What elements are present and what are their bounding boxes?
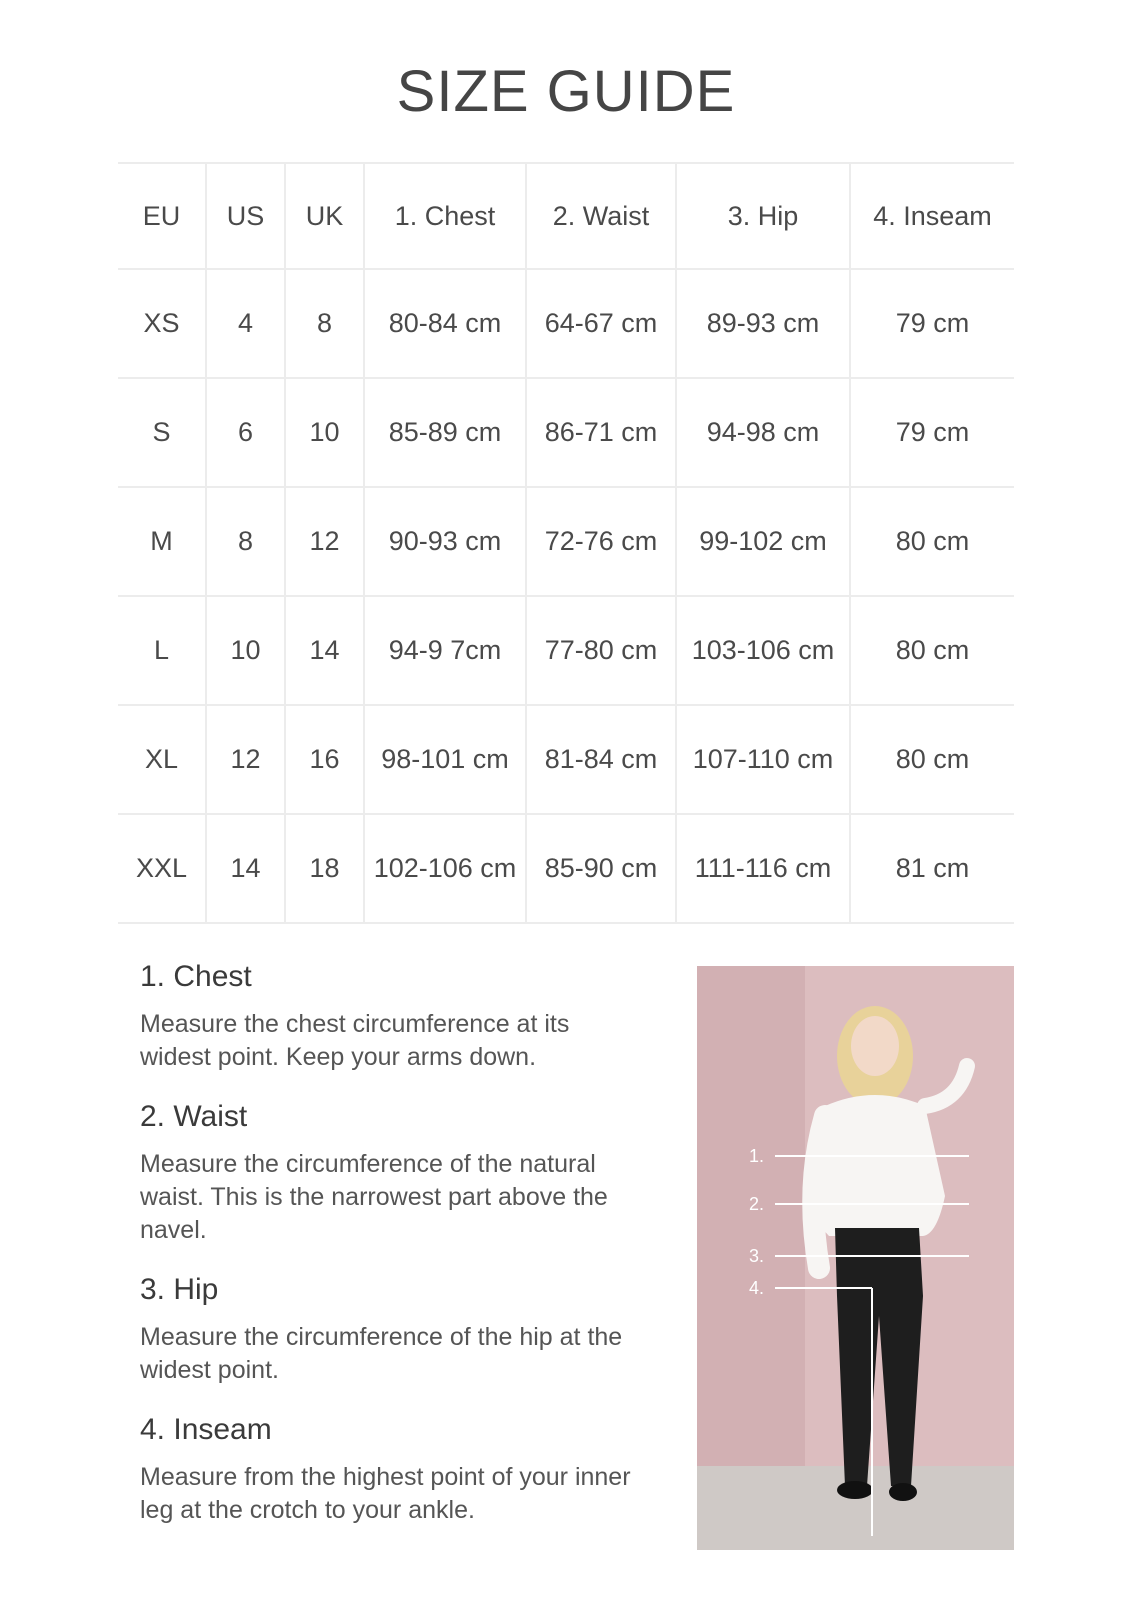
cell-inseam: 79 cm: [850, 378, 1014, 487]
cell-us: 8: [206, 487, 285, 596]
cell-hip: 103-106 cm: [676, 596, 850, 705]
cell-chest: 85-89 cm: [364, 378, 526, 487]
chest-heading: 1. Chest: [140, 960, 252, 993]
header-uk: UK: [285, 163, 364, 269]
table-row: [118, 269, 1014, 378]
header-eu: EU: [118, 163, 206, 269]
table-row: [118, 596, 1014, 705]
cell-inseam: 80 cm: [850, 487, 1014, 596]
cell-eu: M: [118, 487, 206, 596]
header-chest: 1. Chest: [364, 163, 526, 269]
cell-hip: 94-98 cm: [676, 378, 850, 487]
cell-uk: 16: [285, 705, 364, 814]
cell-us: 6: [206, 378, 285, 487]
hip-text: Measure the circumference of the hip at the widest point.: [140, 1323, 623, 1384]
marker-hip: 3.: [749, 1246, 765, 1266]
waist-instruction: [140, 1100, 700, 1247]
cell-waist: 81-84 cm: [526, 705, 676, 814]
cell-uk: 10: [285, 378, 364, 487]
cell-chest: 90-93 cm: [364, 487, 526, 596]
header-us: US: [206, 163, 285, 269]
size-guide-title: SIZE GUIDE: [396, 59, 736, 124]
cell-us: 14: [206, 814, 285, 923]
chest-text: Measure the chest circumference at its widest point. Keep your arms down.: [140, 1010, 570, 1071]
cell-eu: XL: [118, 705, 206, 814]
size-table: [118, 162, 1014, 924]
cell-waist: 86-71 cm: [526, 378, 676, 487]
table-header-row: [118, 163, 1014, 269]
table-row: [118, 814, 1014, 923]
cell-us: 10: [206, 596, 285, 705]
cell-waist: 64-67 cm: [526, 269, 676, 378]
cell-uk: 18: [285, 814, 364, 923]
marker-waist: 2.: [749, 1194, 765, 1214]
waist-text: Measure the circumference of the natural waist. This is the narrowest part above the navel.: [140, 1150, 608, 1244]
chest-instruction: [140, 960, 700, 1074]
measurement-instructions: [140, 960, 700, 1553]
cell-inseam: 80 cm: [850, 596, 1014, 705]
waist-heading: 2. Waist: [140, 1100, 248, 1133]
cell-waist: 85-90 cm: [526, 814, 676, 923]
cell-chest: 98-101 cm: [364, 705, 526, 814]
marker-chest: 1.: [749, 1146, 765, 1166]
cell-eu: L: [118, 596, 206, 705]
inseam-instruction: [140, 1413, 700, 1527]
cell-hip: 111-116 cm: [676, 814, 850, 923]
cell-inseam: 79 cm: [850, 269, 1014, 378]
cell-eu: XXL: [118, 814, 206, 923]
model-illustration: [697, 966, 1014, 1550]
cell-waist: 77-80 cm: [526, 596, 676, 705]
header-waist: 2. Waist: [526, 163, 676, 269]
table-row: [118, 378, 1014, 487]
cell-uk: 8: [285, 269, 364, 378]
header-inseam: 4. Inseam: [850, 163, 1014, 269]
hip-heading: 3. Hip: [140, 1273, 219, 1306]
table-row: [118, 487, 1014, 596]
cell-waist: 72-76 cm: [526, 487, 676, 596]
cell-hip: 99-102 cm: [676, 487, 850, 596]
cell-inseam: 80 cm: [850, 705, 1014, 814]
hip-instruction: [140, 1273, 700, 1387]
cell-eu: S: [118, 378, 206, 487]
cell-us: 4: [206, 269, 285, 378]
cell-hip: 107-110 cm: [676, 705, 850, 814]
marker-inseam: 4.: [749, 1278, 765, 1298]
cell-eu: XS: [118, 269, 206, 378]
table-row: [118, 705, 1014, 814]
inseam-text: Measure from the highest point of your inner leg at the crotch to your ankle.: [140, 1463, 631, 1524]
cell-chest: 80-84 cm: [364, 269, 526, 378]
cell-uk: 12: [285, 487, 364, 596]
cell-chest: 94-9 7cm: [364, 596, 526, 705]
inseam-heading: 4. Inseam: [140, 1413, 272, 1446]
cell-inseam: 81 cm: [850, 814, 1014, 923]
model-photo: [697, 966, 1014, 1550]
header-hip: 3. Hip: [676, 163, 850, 269]
cell-hip: 89-93 cm: [676, 269, 850, 378]
cell-us: 12: [206, 705, 285, 814]
cell-chest: 102-106 cm: [364, 814, 526, 923]
cell-uk: 14: [285, 596, 364, 705]
